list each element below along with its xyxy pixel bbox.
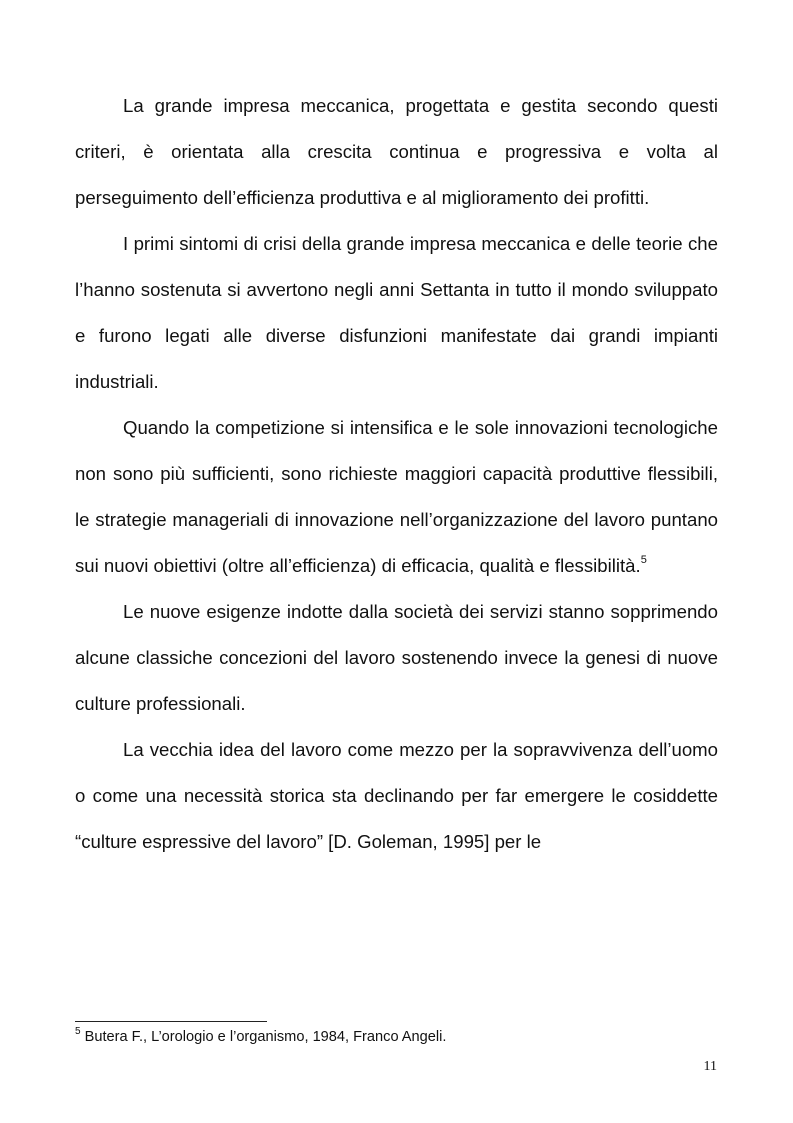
footnote — [75, 1027, 718, 1047]
footnote-reference: 5 — [640, 554, 647, 566]
footnote-separator — [75, 1021, 267, 1022]
footnote-marker: 5 — [75, 1026, 81, 1037]
paragraph-1-text: La grande impresa meccanica, progettata e gestita secondo questi criteri, è orientata alla crescita continua e progressiva e volta al perseguimento dell’efficienza produttiva e al miglioramento dei profitti. — [75, 95, 718, 208]
paragraph-2-text: I primi sintomi di crisi della grande impresa meccanica e delle teorie che l’hanno sostenuta si avvertono negli anni Settanta in tutto il mondo sviluppato e furono legati alle diverse disfunzioni manifestate dai grandi impianti industriali. — [75, 233, 718, 392]
paragraph-5-text: La vecchia idea del lavoro come mezzo per la sopravvivenza dell’uomo o come una necessità storica sta declinando per far emergere le cosiddette “culture espressive del lavoro” [D. Goleman, 1995] per le — [75, 739, 718, 852]
paragraph-3 — [75, 405, 718, 589]
page-number: 11 — [703, 1059, 717, 1074]
paragraph-4 — [75, 589, 718, 727]
footnote-text: Butera F., L’orologio e l’organismo, 1984, Franco Angeli. — [80, 1029, 447, 1045]
paragraph-1 — [75, 83, 718, 221]
body-text — [75, 83, 718, 865]
paragraph-5 — [75, 727, 718, 865]
paragraph-3-text: Quando la competizione si intensifica e le sole innovazioni tecnologiche non sono più sufficienti, sono richieste maggiori capacità produttive flessibili, le strategie manageriali di innovazione nell’organizzazione del lavoro puntano sui nuovi obiettivi (oltre all’efficienza) di efficacia, qualità e flessibilità. — [75, 417, 718, 576]
paragraph-4-text: Le nuove esigenze indotte dalla società dei servizi stanno sopprimendo alcune classiche concezioni del lavoro sostenendo invece la genesi di nuove culture professionali. — [75, 601, 718, 714]
paragraph-2 — [75, 221, 718, 405]
